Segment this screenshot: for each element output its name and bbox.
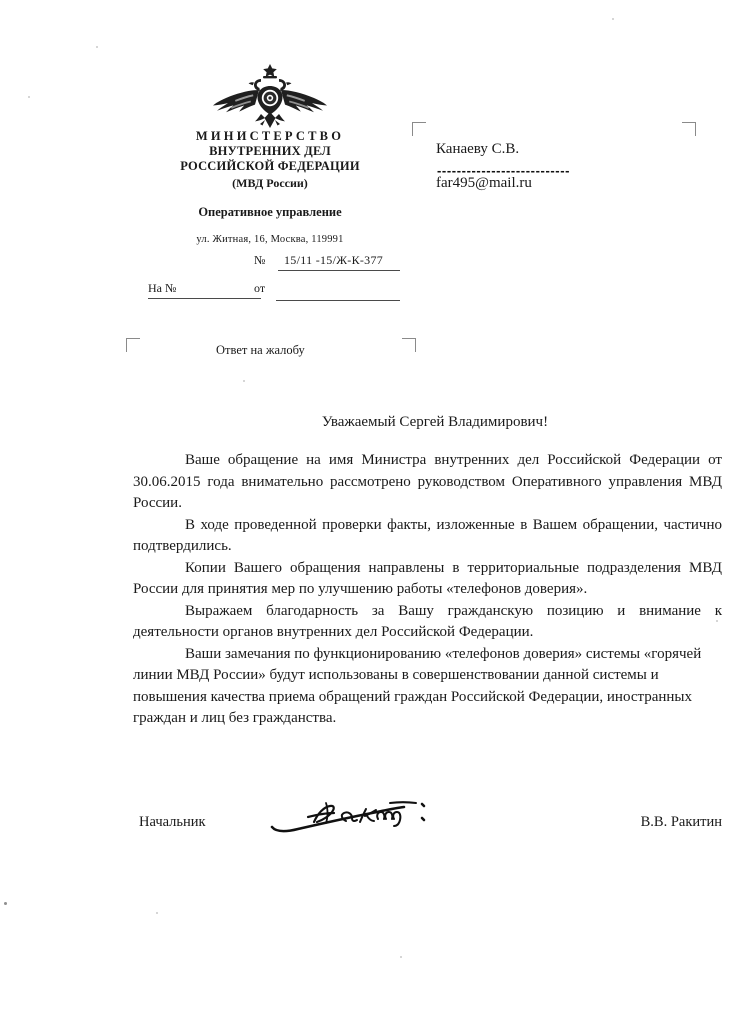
addressee-email: far495@mail.ru <box>436 175 532 191</box>
reference-block <box>148 250 408 302</box>
corner-bracket-top-left-icon <box>412 122 426 136</box>
body-paragraph: Ваше обращение на имя Министра внутренних дел Российской Федерации от 30.06.2015 года внимательно рассмотрено руководством Оперативного управления МВД России. <box>133 452 722 511</box>
reference-number-label: № <box>254 253 266 267</box>
ministry-short-name: (МВД России) <box>232 176 308 190</box>
date-label: от <box>254 281 266 295</box>
scan-speckle <box>96 46 98 48</box>
reference-number-row <box>148 250 408 272</box>
subject-corner-top-right-icon <box>402 338 416 352</box>
body-paragraph: Выражаем благодарность за Вашу гражданскую позицию и внимание к деятельности органов внутренних дел Российской Федерации. <box>133 602 722 640</box>
date-rule <box>276 300 400 301</box>
incoming-number-rule <box>148 298 261 299</box>
subject-corner-top-left-icon <box>126 338 140 352</box>
reference-incoming-row <box>148 276 408 298</box>
scan-speckle <box>4 902 7 905</box>
addressee-separator: --------------------------- <box>437 163 571 178</box>
letter-body <box>133 450 722 730</box>
body-paragraph: В ходе проведенной проверки факты, изложенные в Вашем обращении, частично подтвердились. <box>133 516 722 554</box>
reference-number-value: 15/11 -15/Ж-К-377 <box>284 253 384 267</box>
incoming-number-label: На № <box>148 281 177 295</box>
scan-speckle <box>28 96 30 98</box>
scan-speckle <box>156 912 158 914</box>
body-paragraph: Ваши замечания по функционированию «телефонов доверия» системы «горячей линии МВД России» будут использованы в совершенствовании данной системы и повышения качества приема обращений граждан Российской Федерации, иностранных граждан и лиц без гражданства. <box>133 645 702 726</box>
corner-bracket-top-right-icon <box>682 122 696 136</box>
department-name: Оперативное управление <box>198 205 342 219</box>
reference-number-rule <box>278 270 400 271</box>
signature-block <box>133 795 722 845</box>
body-paragraph: Копии Вашего обращения направлены в территориальные подразделения МВД России для принятия мер по улучшению работы «телефонов доверия». <box>133 559 722 597</box>
scan-speckle <box>243 380 245 382</box>
subject-block <box>126 338 416 364</box>
handwritten-signature <box>268 791 483 841</box>
salutation: Уважаемый Сергей Владимирович! <box>321 414 549 430</box>
ministry-line-3: РОССИЙСКОЙ ФЕДЕРАЦИИ <box>180 159 360 173</box>
addressee-name: Канаеву С.В. <box>436 141 520 157</box>
addressee-block <box>406 122 706 198</box>
scan-speckle <box>400 956 402 958</box>
mvd-emblem <box>213 62 327 130</box>
ministry-line-2: ВНУТРЕННИХ ДЕЛ <box>209 144 331 158</box>
scan-speckle <box>612 18 614 20</box>
letterhead <box>148 129 392 245</box>
ministry-line-1: МИНИСТЕРСТВО <box>195 129 345 143</box>
postal-address: ул. Житная, 16, Москва, 119991 <box>196 234 344 245</box>
signer-name: В.В. Ракитин <box>640 814 722 830</box>
signer-title: Начальник <box>139 814 206 830</box>
subject-text: Ответ на жалобу <box>216 343 305 357</box>
